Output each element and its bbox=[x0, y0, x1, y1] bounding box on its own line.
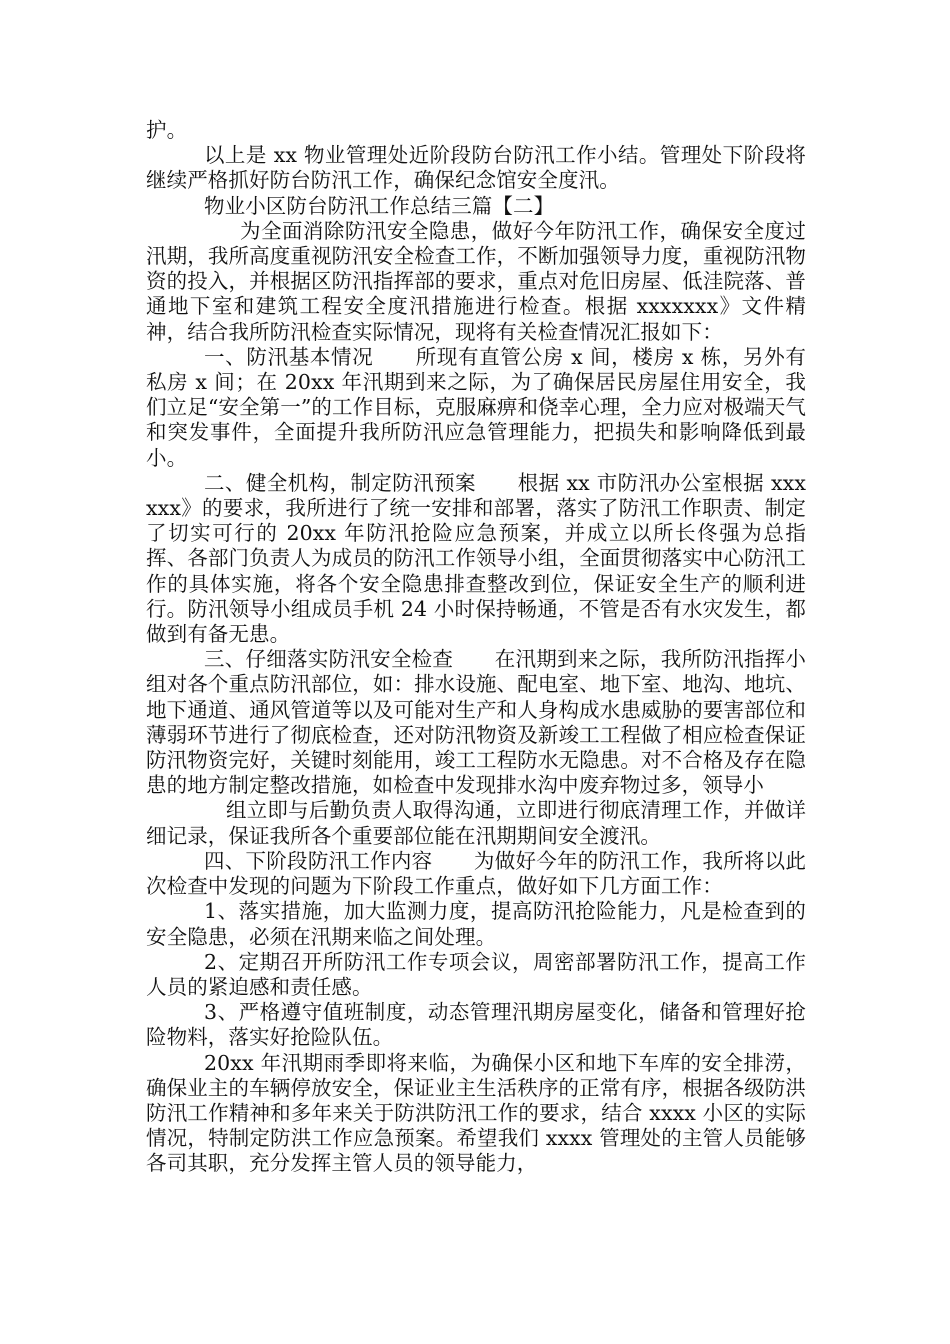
paragraph: 为全面消除防汛安全隐患，做好今年防汛工作，确保安全度过汛期，我所高度重视防汛安全检查工作，不断加强领导力度，重视防汛物资的投入，并根据区防汛指挥部的要求，重点对危旧房屋、低洼院落、普通地下室和建筑工程安全度汛措施进行检查。根据 xxxxxxx》文件精神，结合我所防汛检查实际情况，现将有关检查情况汇报如下： bbox=[146, 218, 806, 344]
paragraph: 一、防汛基本情况 所现有直管公房 x 间，楼房 x 栋，另外有私房 x 间；在 20xx 年汛期到来之际，为了确保居民房屋住用安全，我们立足“安全第一”的工作目标，克服麻痹和侥幸心理，全力应对极端天气和突发事件，全面提升我所防汛应急管理能力，把损失和影响降低到最小。 bbox=[146, 344, 806, 470]
paragraph: 3、严格遵守值班制度，动态管理汛期房屋变化，储备和管理好抢险物料，落实好抢险队伍。 bbox=[146, 1000, 806, 1050]
paragraph: 1、落实措施，加大监测力度，提高防汛抢险能力，凡是检查到的安全隐患，必须在汛期来临之间处理。 bbox=[146, 899, 806, 949]
paragraph: 20xx 年汛期雨季即将来临，为确保小区和地下车库的安全排涝，确保业主的车辆停放安全，保证业主生活秩序的正常有序，根据各级防洪防汛工作精神和多年来关于防洪防汛工作的要求，结合 xxxx 小区的实际情况，特制定防洪工作应急预案。希望我们 xxxx 管理处的主管人员能够各司其职，充分发挥主管人员的领导能力， bbox=[146, 1050, 806, 1176]
paragraph: 三、仔细落实防汛安全检查 在汛期到来之际，我所防汛指挥小组对各个重点防汛部位，如：排水设施、配电室、地下室、地沟、地坑、地下通道、通风管道等以及可能对生产和人身构成水患威胁的要害部位和薄弱环节进行了彻底检查，还对防汛物资及新竣工工程做了相应检查保证防汛物资完好，关键时刻能用，竣工工程防水无隐患。对不合格及存在隐患的地方制定整改措施，如检查中发现排水沟中废弃物过多，领导小 bbox=[146, 647, 806, 798]
paragraph: 2、定期召开所防汛工作专项会议，周密部署防汛工作，提高工作人员的紧迫感和责任感。 bbox=[146, 949, 806, 999]
paragraph: 以上是 xx 物业管理处近阶段防台防汛工作小结。管理处下阶段将继续严格抓好防台防汛工作，确保纪念馆安全度汛。 bbox=[146, 143, 806, 193]
paragraph: 组立即与后勤负责人取得沟通，立即进行彻底清理工作，并做详细记录，保证我所各个重要部位能在汛期期间安全渡汛。 bbox=[146, 798, 806, 848]
document-body bbox=[146, 118, 806, 1177]
paragraph: 二、健全机构，制定防汛预案 根据 xx 市防汛办公室根据 xxxxxx》的要求，我所进行了统一安排和部署，落实了防汛工作职责、制定了切实可行的 20xx 年防汛抢险应急预案，并成立以所长佟强为总指挥、各部门负责人为成员的防汛工作领导小组，全面贯彻落实中心防汛工作的具体实施，将各个安全隐患排查整改到位，保证安全生产的顺利进行。防汛领导小组成员手机 24 小时保持畅通，不管是否有水灾发生，都做到有备无患。 bbox=[146, 470, 806, 647]
paragraph: 护。 bbox=[146, 118, 188, 142]
section-title: 物业小区防台防汛工作总结三篇【二】 bbox=[204, 193, 555, 218]
paragraph: 四、下阶段防汛工作内容 为做好今年的防汛工作，我所将以此次检查中发现的问题为下阶段工作重点，做好如下几方面工作： bbox=[146, 848, 806, 899]
